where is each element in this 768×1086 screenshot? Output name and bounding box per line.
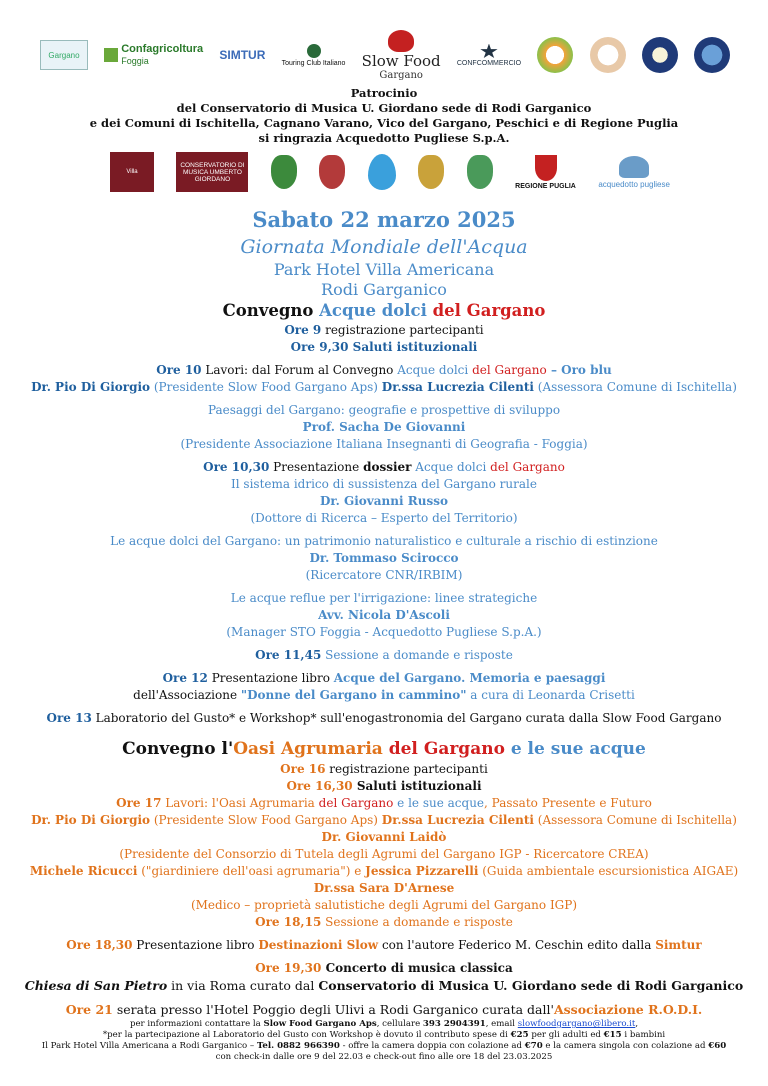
- text: – Oro blu: [546, 363, 612, 377]
- speaker: Michele Ricucci: [29, 864, 138, 878]
- time: Ore 18,30: [66, 938, 133, 952]
- speaker: Dr. Pio Di Giorgio: [31, 380, 151, 394]
- event-date: Sabato 22 marzo 2025: [252, 207, 516, 232]
- confagricoltura-label: Confagricoltura: [121, 43, 204, 55]
- simtur-label: SIMTUR: [219, 48, 266, 62]
- time: Ore 17: [116, 796, 162, 810]
- speaker: Dr. Tommaso Scirocco: [309, 551, 459, 565]
- time: Ore 11,45: [255, 648, 322, 662]
- text: Presentazione libro: [207, 671, 334, 685]
- snail-icon: [388, 30, 414, 52]
- speaker: Jessica Pizzarelli: [365, 864, 479, 878]
- speaker: Dr.ssa Sara D'Arnese: [313, 881, 455, 895]
- event-subtitle: Giornata Mondiale dell'Acqua: [240, 236, 528, 258]
- text: Il Park Hotel Villa Americana a Rodi Garganico –: [41, 1041, 257, 1051]
- time: Ore 16: [280, 762, 326, 776]
- conv1-saluti: Ore 9,30 Saluti istituzionali: [290, 340, 478, 354]
- text: , email: [485, 1019, 518, 1029]
- conv2-speakers: [0, 812, 768, 829]
- email-link[interactable]: slowfoodgargano@libero.it: [517, 1019, 636, 1029]
- confcommercio-logo: [457, 44, 521, 67]
- text: , Passato Presente e Futuro: [484, 796, 652, 810]
- speaker-role: (Dottore di Ricerca – Esperto del Territorio): [250, 511, 518, 525]
- conv1-speakers: [0, 379, 768, 396]
- speaker: Dr. Giovanni Russo: [320, 494, 448, 508]
- text: serata presso l'Hotel Poggio degli Ulivi a Rodi Garganico curata dall': [112, 1002, 554, 1017]
- text: Associazione R.O.D.I.: [553, 1002, 703, 1017]
- conv2-saluti: [0, 778, 768, 795]
- text: Acque dolci: [411, 460, 491, 474]
- text: in via Roma curato dal: [167, 978, 319, 993]
- conv2-lavori: [0, 795, 768, 812]
- patrocinio-line1: del Conservatorio di Musica U. Giordano sede di Rodi Garganico: [176, 101, 592, 115]
- talk-title: Paesaggi del Gargano: geografie e prospettive di sviluppo: [207, 403, 561, 417]
- regione-puglia-logo: [515, 155, 576, 190]
- conservatorio-villa-label: Villa: [126, 169, 138, 175]
- confcommercio-label: CONFCOMMERCIO: [456, 59, 522, 67]
- text: Lavori: l'Oasi Agrumaria: [161, 796, 319, 810]
- text: (Guida ambientale escursionistica AIGAE): [478, 864, 739, 878]
- conv1-book-assoc: [0, 687, 768, 704]
- confagricoltura-logo: [104, 43, 203, 67]
- footer-info: [0, 1019, 768, 1030]
- speaker-role: (Presidente del Consorzio di Tutela degli Agrumi del Gargano IGP - Ricercatore CREA): [119, 847, 649, 861]
- text: ("giardiniere dell'oasi agrumaria") e: [137, 864, 366, 878]
- conv2-title-d: e le sue acque: [504, 739, 646, 759]
- speaker: Dr.ssa Lucrezia Cilenti: [381, 813, 534, 827]
- conv2-title-c: del Gargano: [388, 739, 505, 759]
- blue-seal-logo: [642, 37, 678, 73]
- text: Laboratorio del Gusto* e Workshop* sull'enogastronomia del Gargano curata dalla Slow Food Gargano: [91, 711, 722, 725]
- patrocinio-line2: e dei Comuni di Ischitella, Cagnano Varano, Vico del Gargano, Peschici e di Regione Puglia: [89, 116, 679, 130]
- text: con l'autore Federico M. Ceschin edito dalla: [378, 938, 656, 952]
- speaker-role: (Medico – proprietà salutistiche degli Agrumi del Gargano IGP): [190, 898, 578, 912]
- text: , cellulare: [376, 1019, 423, 1029]
- comune-crest-icon: [467, 155, 493, 189]
- conv2-title-b: Oasi Agrumaria: [233, 739, 389, 759]
- touring-label: Touring Club Italiano: [281, 59, 346, 67]
- footer-checkin: con check-in dalle ore 9 del 22.03 e check-out fino alle ore 18 del 23.03.2025: [215, 1052, 553, 1062]
- text: Presentazione: [269, 460, 364, 474]
- text: Presentazione libro: [132, 938, 259, 952]
- conservatorio-villa-logo: [110, 152, 154, 192]
- sponsor-logos-row: [40, 20, 730, 90]
- text: - offre la camera doppia con colazione ad: [339, 1041, 525, 1051]
- fruit-circle-logo: [537, 37, 573, 73]
- text: Sessione a domande e risposte: [321, 648, 513, 662]
- text: del Gargano: [472, 363, 547, 377]
- speaker: Dr. Giovanni Laidò: [321, 830, 447, 844]
- patrocinio-title: Patrocinio: [350, 86, 418, 100]
- text: (Assessora Comune di Ischitella): [533, 380, 737, 394]
- star-icon: [480, 44, 498, 60]
- text: €15: [603, 1030, 622, 1040]
- beige-circle-logo: [590, 37, 626, 73]
- time: Ore 10,30: [203, 460, 270, 474]
- simtur-logo: [219, 48, 265, 62]
- conservatorio-label: CONSERVATORIO DI MUSICA UMBERTO GIORDANO: [180, 161, 245, 183]
- speaker-role: (Manager STO Foggia - Acquedotto Pugliese S.p.A.): [226, 625, 542, 639]
- text: del Gargano: [490, 460, 565, 474]
- text: ,: [635, 1019, 639, 1029]
- conv2-registration: [0, 761, 768, 778]
- acquedotto-label: acquedotto pugliese: [598, 179, 670, 189]
- conv1-title-a: Convegno: [222, 301, 320, 320]
- time: Ore 16,30: [286, 779, 353, 793]
- text: e le sue acque: [393, 796, 485, 810]
- comune-crest-icon: [418, 155, 444, 189]
- tree-icon: [619, 156, 649, 178]
- phone: Tel. 0882 966390: [256, 1041, 340, 1051]
- touring-emblem-icon: [307, 44, 321, 58]
- slow-food-logo: [362, 30, 441, 81]
- regione-shield-icon: [535, 155, 557, 181]
- talk-title: Il sistema idrico di sussistenza del Gargano rurale: [231, 477, 537, 491]
- conv1-title-b: Acque dolci: [319, 301, 433, 320]
- comune-crest-icon: [319, 155, 345, 189]
- text: (Presidente Slow Food Gargano Aps): [150, 813, 382, 827]
- conv2-guides: [0, 863, 768, 880]
- text: €60: [708, 1041, 727, 1051]
- conv2-evening: [0, 1001, 768, 1019]
- confagricoltura-sub: Foggia: [121, 56, 149, 66]
- speaker-role: (Ricercatore CNR/IRBIM): [305, 568, 463, 582]
- footer-hotel: [0, 1041, 768, 1052]
- text: €70: [524, 1041, 543, 1051]
- text: Sessione a domande e risposte: [321, 915, 513, 929]
- time: Ore 12: [162, 671, 208, 685]
- water-drop-icon: [368, 154, 396, 190]
- text: Acque dolci: [397, 363, 473, 377]
- conv2-concert-venue: [0, 977, 768, 995]
- text: per informazioni contattare la: [129, 1019, 264, 1029]
- text: a cura di Leonarda Crisetti: [466, 688, 635, 702]
- time: Ore 18,15: [255, 915, 322, 929]
- text: registrazione partecipanti: [325, 762, 488, 776]
- text: per gli adulti ed: [528, 1030, 604, 1040]
- conv1-lavori: [0, 362, 768, 379]
- time: Ore 9: [284, 323, 322, 337]
- program-body: [0, 206, 768, 1063]
- talk-title: Le acque reflue per l'irrigazione: linee strategiche: [230, 591, 538, 605]
- text: (Presidente Slow Food Gargano Aps): [150, 380, 382, 394]
- text: Conservatorio di Musica U. Giordano sede di Rodi Garganico: [318, 978, 744, 993]
- speaker: Prof. Sacha De Giovanni: [302, 420, 466, 434]
- venue-name: Park Hotel Villa Americana: [273, 260, 495, 279]
- slow-food-label: Slow Food: [361, 51, 441, 70]
- conv1-dossier: [0, 459, 768, 476]
- text: Concerto di musica classica: [321, 961, 513, 975]
- text: Destinazioni Slow: [258, 938, 379, 952]
- touring-club-logo: [282, 44, 346, 67]
- text: €25: [510, 1030, 529, 1040]
- time: Ore 19,30: [255, 961, 322, 975]
- speaker-role: (Presidente Associazione Italiana Insegnanti di Geografia - Foggia): [180, 437, 588, 451]
- time: Ore 10: [156, 363, 202, 377]
- time: Ore 13: [46, 711, 92, 725]
- conv1-qa: [0, 647, 768, 664]
- text: Saluti istituzionali: [352, 779, 482, 793]
- text: e la camera singola con colazione ad: [542, 1041, 709, 1051]
- text: Simtur: [655, 938, 702, 952]
- conv2-book: [0, 937, 768, 954]
- text: dossier: [363, 460, 412, 474]
- gargano-box-label: Gargano: [48, 50, 80, 60]
- talk-title: Le acque dolci del Gargano: un patrimonio naturalistico e culturale a rischio di estinzione: [110, 534, 658, 548]
- patron-logos-row: [110, 150, 670, 194]
- acquedotto-logo: [598, 156, 670, 189]
- speaker: Dr.ssa Lucrezia Cilenti: [381, 380, 534, 394]
- text: (Assessora Comune di Ischitella): [533, 813, 737, 827]
- conv1-title: [0, 300, 768, 322]
- conv2-qa: [0, 914, 768, 931]
- conv2-title-a: Convegno l': [122, 739, 234, 759]
- time: Ore 21: [65, 1002, 113, 1017]
- speaker: Avv. Nicola D'Ascoli: [318, 608, 450, 622]
- text: Chiesa di San Pietro: [24, 978, 168, 993]
- footer-contribution: [0, 1030, 768, 1041]
- text: "Donne del Gargano in cammino": [240, 688, 467, 702]
- text: Lavori: dal Forum al Convegno: [201, 363, 398, 377]
- conv1-book: [0, 670, 768, 687]
- globe-seal-logo: [694, 37, 730, 73]
- conv1-registration: [0, 322, 768, 339]
- comune-crest-icon: [271, 155, 297, 189]
- text: Slow Food Gargano Aps: [263, 1019, 377, 1029]
- conv1-title-c: del Gargano: [432, 301, 546, 320]
- text: del Gargano: [318, 796, 394, 810]
- gargano-box-logo: [40, 40, 88, 70]
- text: Acque del Gargano. Memoria e paesaggi: [333, 671, 606, 685]
- conv1-laboratorio: [0, 710, 768, 727]
- patrocinio-block: [0, 86, 768, 146]
- regione-label: REGIONE PUGLIA: [515, 182, 576, 190]
- text: *per la partecipazione al Laboratorio del Gusto con Workshop è dovuto il contributo spese di: [102, 1030, 511, 1040]
- speaker: Dr. Pio Di Giorgio: [31, 813, 151, 827]
- conv2-title: [0, 737, 768, 761]
- phone: 393 2904391: [422, 1019, 486, 1029]
- text: i bambini: [621, 1030, 666, 1040]
- slow-food-sub: Gargano: [379, 69, 423, 81]
- confagricoltura-icon: [104, 48, 118, 62]
- patrocinio-line3: si ringrazia Acquedotto Pugliese S.p.A.: [258, 131, 510, 145]
- text: registrazione partecipanti: [321, 323, 484, 337]
- conservatorio-logo: [176, 152, 248, 192]
- conv2-concert: [0, 960, 768, 977]
- venue-city: Rodi Garganico: [321, 280, 447, 299]
- text: dell'Associazione: [133, 688, 241, 702]
